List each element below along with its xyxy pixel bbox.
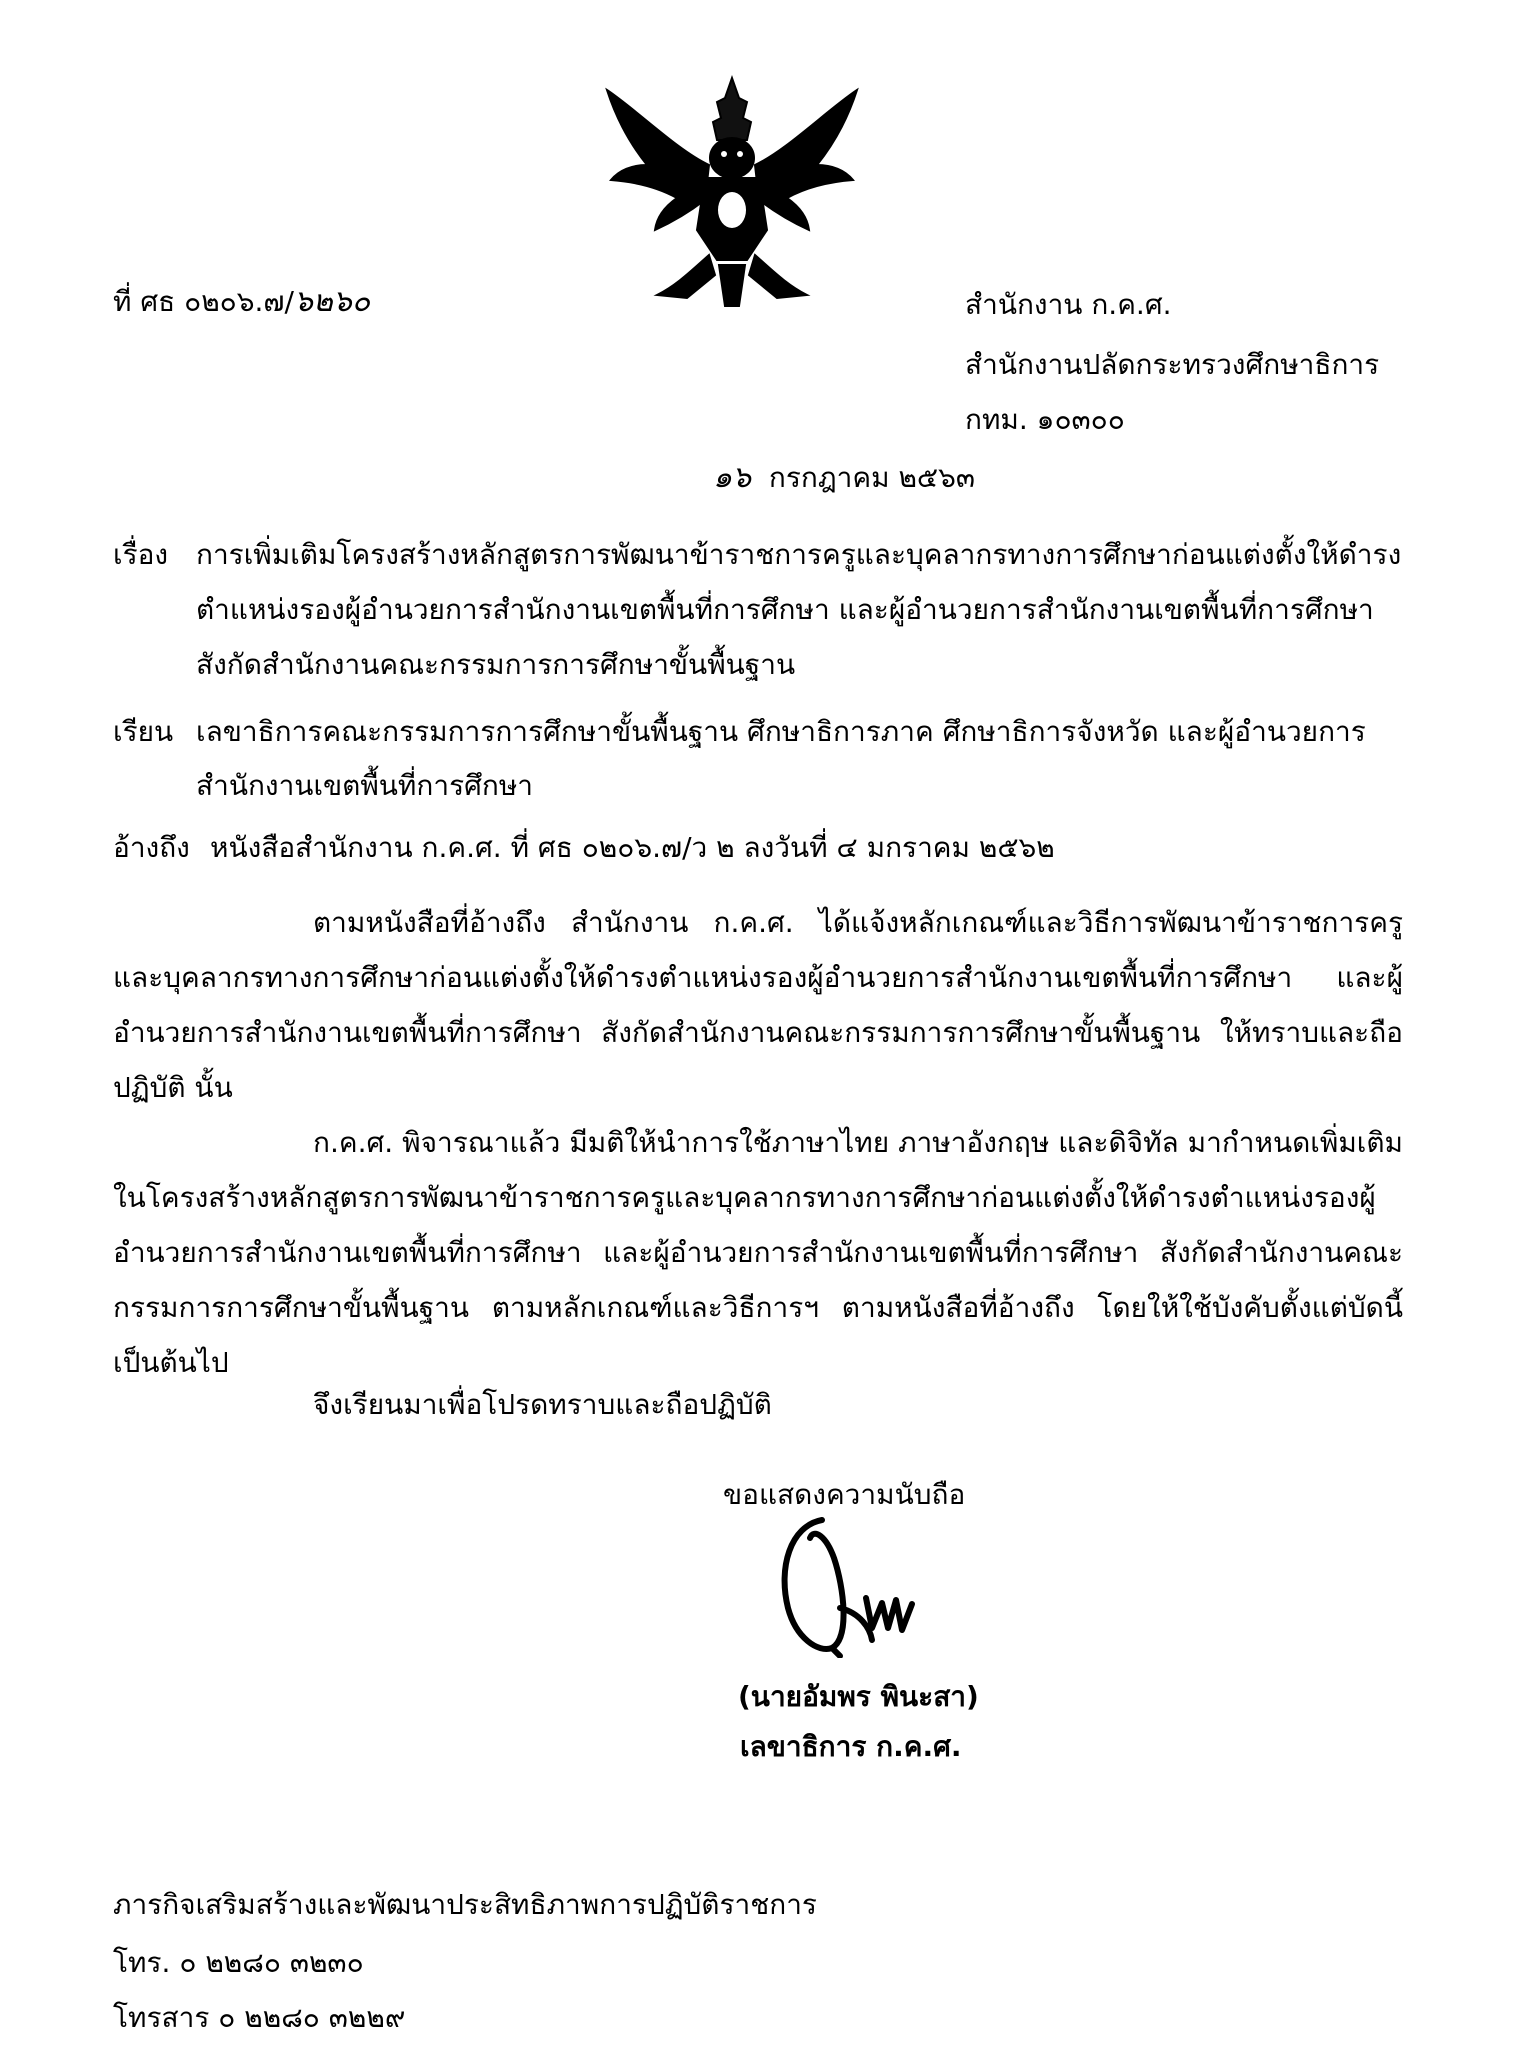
date-day-handwritten: ๑๖ — [713, 460, 752, 495]
date-month-year: กรกฎาคม ๒๕๖๓ — [768, 461, 976, 494]
document-number-prefix: ที่ ศธ ๐๒๐๖.๗/ — [113, 285, 294, 318]
document-number — [113, 282, 370, 322]
subject-line: ตำแหน่งรองผู้อำนวยการสำนักงานเขตพื้นที่การศึกษา และผู้อำนวยการสำนักงานเขตพื้นที่การศึกษา — [196, 593, 1374, 626]
postal-address: กทม. ๑๐๓๐๐ — [965, 403, 1125, 436]
handwritten-signature — [770, 1508, 950, 1658]
recipient-line: สำนักงานเขตพื้นที่การศึกษา — [196, 769, 534, 802]
footer-fax: โทรสาร ๐ ๒๒๘๐ ๓๒๒๙ — [113, 2001, 406, 2034]
garuda-emblem-icon — [597, 70, 867, 310]
body-paragraph-text: ก.ค.ศ. พิจารณาแล้ว มีมติให้นำการใช้ภาษาไทย ภาษาอังกฤษ และดิจิทัล มากำหนดเพิ่มเติมในโครงสร้างหลักสูตรการพัฒนาข้าราชการครูและบุคลากรทางการศึกษาก่อนแต่งตั้งให้ดำรงตำแหน่งรองผู้อำนวยการสำนักงานเขตพื้นที่การศึกษา และผู้อำนวยการสำนักงานเขตพื้นที่การศึกษา สังกัดสำนักงานคณะกรรมการการศึกษาขั้นพื้นฐาน ตามหลักเกณฑ์และวิธีการฯ ตามหนังสือที่อ้างถึง โดยให้ใช้บังคับตั้งแต่บัดนี้เป็นต้นไป — [113, 1126, 1403, 1379]
subject-line: การเพิ่มเติมโครงสร้างหลักสูตรการพัฒนาข้าราชการครูและบุคลากรทางการศึกษาก่อนแต่งตั้งให้ดำรง — [196, 538, 1402, 571]
reference-label: อ้างถึง — [113, 831, 190, 864]
body-paragraph — [113, 1115, 1403, 1390]
document-date — [713, 458, 975, 498]
subject-line: สังกัดสำนักงานคณะกรรมการการศึกษาขั้นพื้นฐาน — [196, 648, 796, 681]
office-name: สำนักงาน ก.ค.ศ. — [965, 288, 1172, 321]
ministry-name: สำนักงานปลัดกระทรวงศึกษาธิการ — [965, 348, 1380, 381]
document-number-handwritten: ๖๒๖๐ — [293, 284, 371, 319]
recipient-label: เรียน — [113, 715, 174, 748]
signatory-position: เลขาธิการ ก.ค.ศ. — [740, 1730, 962, 1763]
salutation: ขอแสดงความนับถือ — [723, 1478, 966, 1511]
subject-label: เรื่อง — [113, 538, 169, 571]
closing-request: จึงเรียนมาเพื่อโปรดทราบและถือปฏิบัติ — [313, 1388, 772, 1421]
recipient-line: เลขาธิการคณะกรรมการการศึกษาขั้นพื้นฐาน ศึกษาธิการภาค ศึกษาธิการจังหวัด และผู้อำนวยการ — [196, 715, 1366, 748]
signatory-name: (นายอัมพร พินะสา) — [738, 1680, 979, 1713]
reference-text: หนังสือสำนักงาน ก.ค.ศ. ที่ ศธ ๐๒๐๖.๗/ว ๒ ลงวันที่ ๔ มกราคม ๒๕๖๒ — [210, 831, 1055, 864]
body-paragraph — [113, 895, 1403, 1115]
body-paragraph-text: ตามหนังสือที่อ้างถึง สำนักงาน ก.ค.ศ. ได้แจ้งหลักเกณฑ์และวิธีการพัฒนาข้าราชการครูและบุคลากรทางการศึกษาก่อนแต่งตั้งให้ดำรงตำแหน่งรองผู้อำนวยการสำนักงานเขตพื้นที่การศึกษา และผู้อำนวยการสำนักงานเขตพื้นที่การศึกษา สังกัดสำนักงานคณะกรรมการการศึกษาขั้นพื้นฐาน ให้ทราบและถือปฏิบัติ นั้น — [113, 906, 1403, 1104]
footer-department: ภารกิจเสริมสร้างและพัฒนาประสิทธิภาพการปฏิบัติราชการ — [113, 1888, 817, 1921]
footer-phone: โทร. ๐ ๒๒๘๐ ๓๒๓๐ — [113, 1946, 364, 1979]
